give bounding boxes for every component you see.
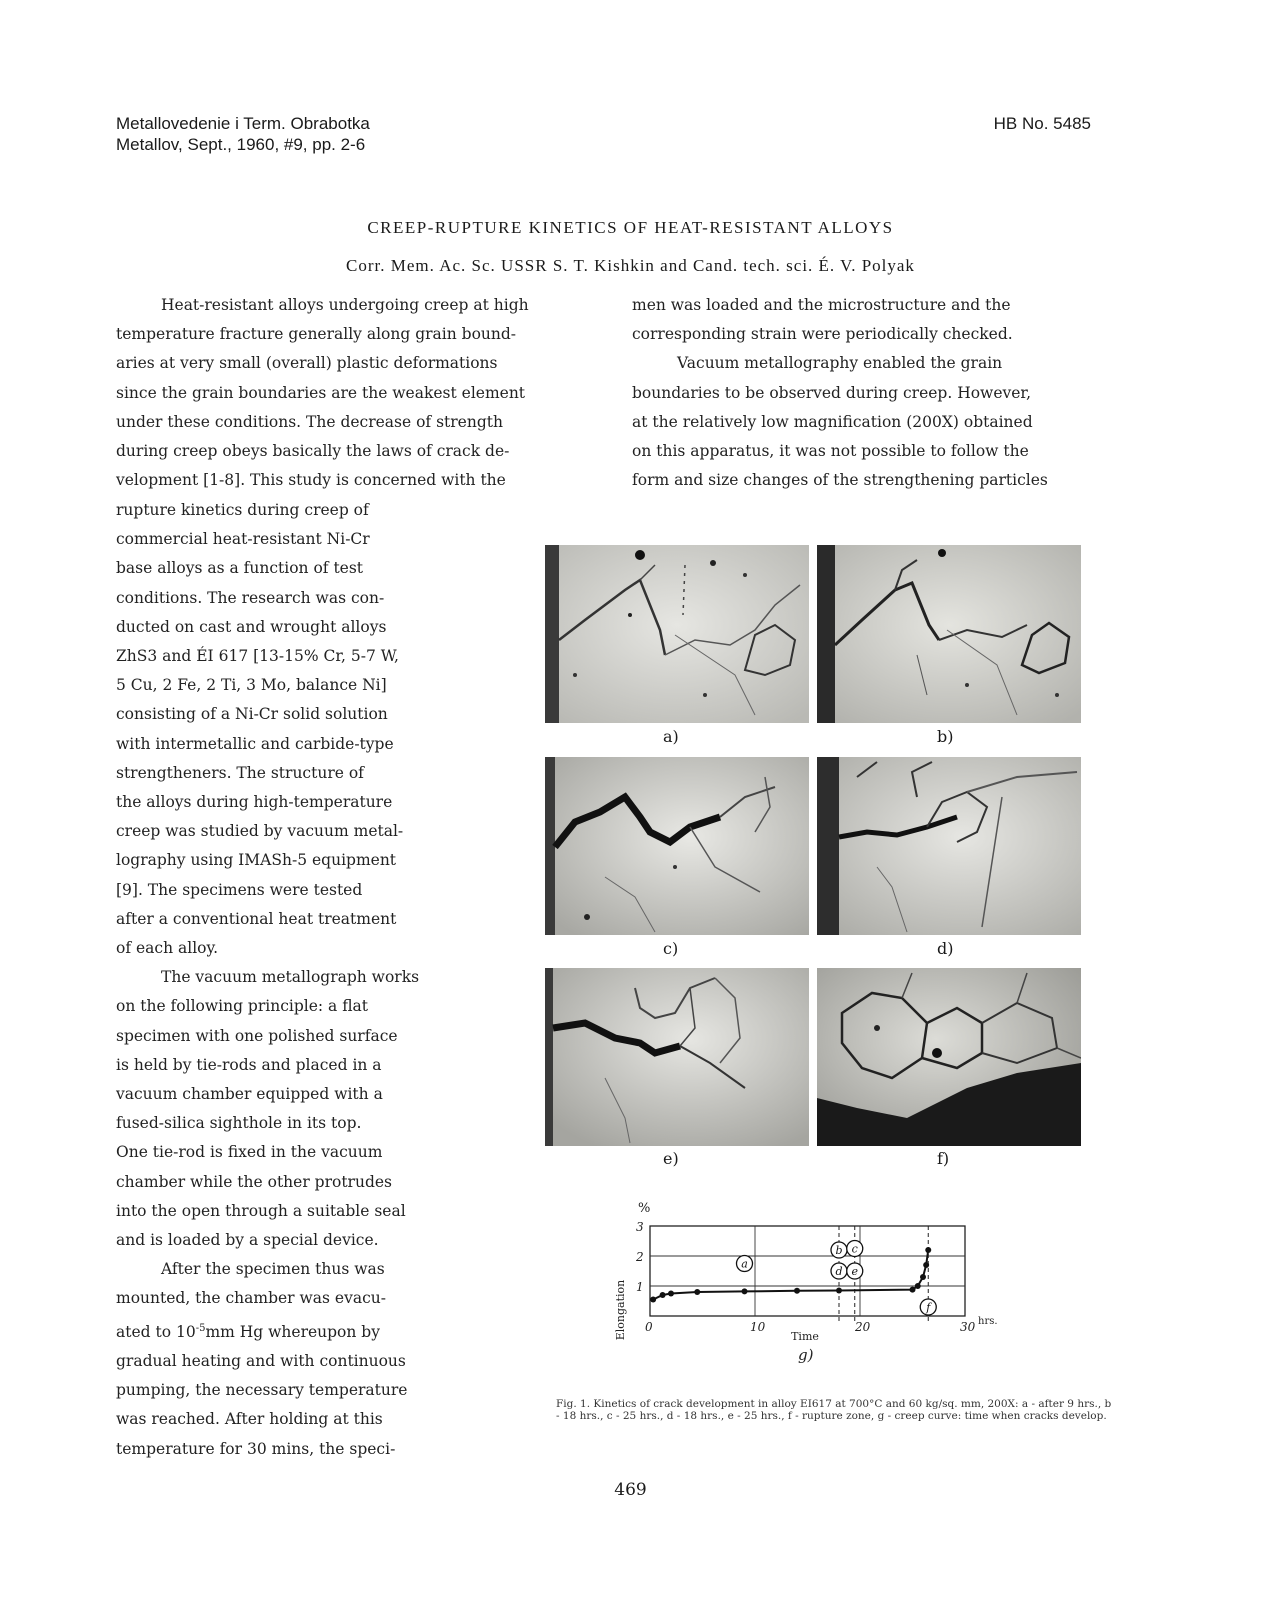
article-authors: Corr. Mem. Ac. Sc. USSR S. T. Kishkin and Cand. tech. sci. É. V. Polyak xyxy=(346,256,915,275)
crack-marker-label: d xyxy=(835,1265,843,1278)
creep-curve-point xyxy=(742,1288,748,1294)
micrograph-c xyxy=(545,757,809,935)
text-line: rupture kinetics during creep of xyxy=(116,501,369,519)
text-line: of each alloy. xyxy=(116,939,219,958)
journal-line-1: Metallovedenie i Term. Obrabotka xyxy=(116,114,370,133)
text-line: conditions. The research was con- xyxy=(116,588,385,607)
x-tick-label: 30 xyxy=(960,1320,976,1334)
text-line: velopment [1-8]. This study is concerned with the xyxy=(116,471,506,490)
panel-label-b: b) xyxy=(937,727,954,746)
crack-marker-b xyxy=(831,1242,847,1258)
text-line: at the relatively low magnification (200X) obtained xyxy=(632,412,1033,431)
hb-number: HB No. 5485 xyxy=(993,114,1091,133)
text-line: ZhS3 and ÉI 617 [13-15% Cr, 5-7 W, xyxy=(116,647,399,666)
y-tick-label: 2 xyxy=(636,1250,644,1264)
crack-marker-c xyxy=(847,1241,863,1257)
text-line: during creep obeys basically the laws of crack de- xyxy=(116,442,510,461)
creep-curve-point xyxy=(794,1288,800,1294)
text-line: creep was studied by vacuum metal- xyxy=(116,822,404,841)
article-title: CREEP-RUPTURE KINETICS OF HEAT-RESISTANT ALLOYS xyxy=(367,218,894,237)
creep-curve-point xyxy=(650,1297,656,1303)
panel-label-a: a) xyxy=(663,727,679,746)
panel-label-d: d) xyxy=(937,939,954,958)
text-line: since the grain boundaries are the weakest element xyxy=(116,383,526,402)
crack-marker-e xyxy=(847,1263,863,1279)
journal-line-2: Metallov, Sept., 1960, #9, pp. 2-6 xyxy=(116,135,366,154)
text-line: consisting of a Ni-Cr solid solution xyxy=(116,705,388,724)
text-line: vacuum chamber equipped with a xyxy=(116,1085,383,1104)
exponent: -5 xyxy=(195,1322,206,1334)
crack-marker-f xyxy=(920,1299,936,1315)
text-line: corresponding strain were periodically checked. xyxy=(632,325,1013,344)
creep-curve-chart xyxy=(600,1200,1060,1365)
text-line: 5 Cu, 2 Fe, 2 Ti, 3 Mo, balance Ni] xyxy=(116,676,387,695)
text-line: boundaries to be observed during creep. However, xyxy=(632,383,1032,402)
crack-marker-d xyxy=(831,1263,847,1279)
text-line: aries at very small (overall) plastic deformations xyxy=(116,354,498,373)
text-line: is held by tie-rods and placed in a xyxy=(116,1055,382,1074)
micrograph-f xyxy=(817,968,1081,1146)
crack-marker-label: e xyxy=(851,1265,859,1278)
creep-curve-point xyxy=(910,1287,916,1293)
y-axis-label: Elongation xyxy=(614,1279,627,1341)
creep-curve-point xyxy=(836,1288,842,1294)
text-fragment: mm Hg whereupon by xyxy=(205,1322,380,1341)
panel-label-c: c) xyxy=(663,939,679,958)
text-line: fused-silica sighthole in its top. xyxy=(116,1114,362,1133)
text-line: men was loaded and the microstructure and the xyxy=(632,296,1011,314)
text-line: pumping, the necessary temperature xyxy=(116,1381,408,1400)
text-line: chamber while the other protrudes xyxy=(116,1172,392,1191)
micrograph-e xyxy=(545,968,809,1146)
text-line: temperature fracture generally along grain bound- xyxy=(116,325,517,344)
text-line: with intermetallic and carbide-type xyxy=(116,734,394,753)
micrograph-figure xyxy=(545,545,1115,1185)
x-tick-label: 20 xyxy=(855,1320,871,1334)
left-column-narrow xyxy=(116,496,488,1464)
journal-citation xyxy=(116,113,370,155)
text-line: One tie-rod is fixed in the vacuum xyxy=(116,1143,383,1162)
x-tick-label: 10 xyxy=(750,1320,766,1334)
creep-curve-point xyxy=(925,1247,931,1253)
y-axis-unit: % xyxy=(638,1201,651,1216)
x-axis-label: Time xyxy=(791,1330,819,1343)
text-line: [9]. The specimens were tested xyxy=(116,880,363,899)
text-line: the alloys during high-temperature xyxy=(116,793,393,812)
text-line: ducted on cast and wrought alloys xyxy=(116,617,387,636)
plot-frame xyxy=(650,1226,965,1316)
text-line: specimen with one polished surface xyxy=(116,1026,398,1045)
crack-marker-a xyxy=(737,1256,753,1272)
text-fragment: ated to 10 xyxy=(116,1322,196,1341)
panel-label-e: e) xyxy=(663,1149,679,1168)
text-line: into the open through a suitable seal xyxy=(116,1201,406,1220)
y-tick-label: 3 xyxy=(636,1220,644,1234)
panel-label-f: f) xyxy=(937,1149,950,1168)
text-line: under these conditions. The decrease of strength xyxy=(116,412,503,431)
creep-curve-point xyxy=(660,1292,666,1298)
crack-marker-label: a xyxy=(741,1257,748,1271)
text-line: was reached. After holding at this xyxy=(116,1410,383,1429)
text-line: gradual heating and with continuous xyxy=(116,1352,406,1371)
x-axis-unit: hrs. xyxy=(978,1316,998,1327)
text-line: Vacuum metallography enabled the grain xyxy=(677,354,1003,373)
text-line: The vacuum metallograph works xyxy=(161,968,420,987)
text-line: and is loaded by a special device. xyxy=(116,1231,379,1250)
creep-curve-svg xyxy=(600,1200,1060,1365)
figure-caption: Fig. 1. Kinetics of crack development in alloy EI617 at 700°C and 60 kg/sq. mm, 200X: a - after 9 hrs., b - 18 hrs., c - 25 hrs., d - 18 hrs., e - 25 hrs., f - rupture zone, g - creep curve: time when cracks develop. xyxy=(556,1398,1112,1422)
text-line: temperature for 30 mins, the speci- xyxy=(116,1439,396,1458)
text-line: form and size changes of the strengthening particles xyxy=(632,471,1048,490)
micrograph-a xyxy=(545,545,809,723)
right-column-top xyxy=(632,291,1144,495)
text-line: commercial heat-resistant Ni-Cr xyxy=(116,530,370,549)
text-line: on this apparatus, it was not possible to follow the xyxy=(632,442,1029,461)
crack-marker-label: f xyxy=(926,1301,931,1314)
micrograph-d xyxy=(817,757,1081,935)
crack-marker-label: b xyxy=(835,1244,843,1257)
creep-curve-point xyxy=(923,1262,929,1268)
text-line-with-exponent xyxy=(116,1314,488,1347)
creep-curve-point xyxy=(920,1274,926,1280)
text-line: lography using IMASh-5 equipment xyxy=(116,851,397,870)
text-line: base alloys as a function of test xyxy=(116,559,364,578)
text-line: strengtheners. The structure of xyxy=(116,763,364,782)
micrograph-b xyxy=(817,545,1081,723)
creep-curve-point xyxy=(694,1289,700,1295)
x-tick-label: 0 xyxy=(645,1320,653,1334)
text-line: After the specimen thus was xyxy=(161,1260,385,1279)
panel-label-g: g) xyxy=(798,1346,814,1364)
text-line: Heat-resistant alloys undergoing creep at high xyxy=(161,296,529,314)
creep-curve-point xyxy=(915,1283,921,1289)
text-line: after a conventional heat treatment xyxy=(116,909,397,928)
text-line: on the following principle: a flat xyxy=(116,997,369,1016)
creep-curve-point xyxy=(668,1291,674,1297)
left-column-top xyxy=(116,291,628,495)
crack-marker-label: c xyxy=(851,1242,858,1256)
text-line: mounted, the chamber was evacu- xyxy=(116,1289,386,1308)
y-tick-label: 1 xyxy=(636,1280,644,1294)
page-number: 469 xyxy=(614,1480,647,1500)
